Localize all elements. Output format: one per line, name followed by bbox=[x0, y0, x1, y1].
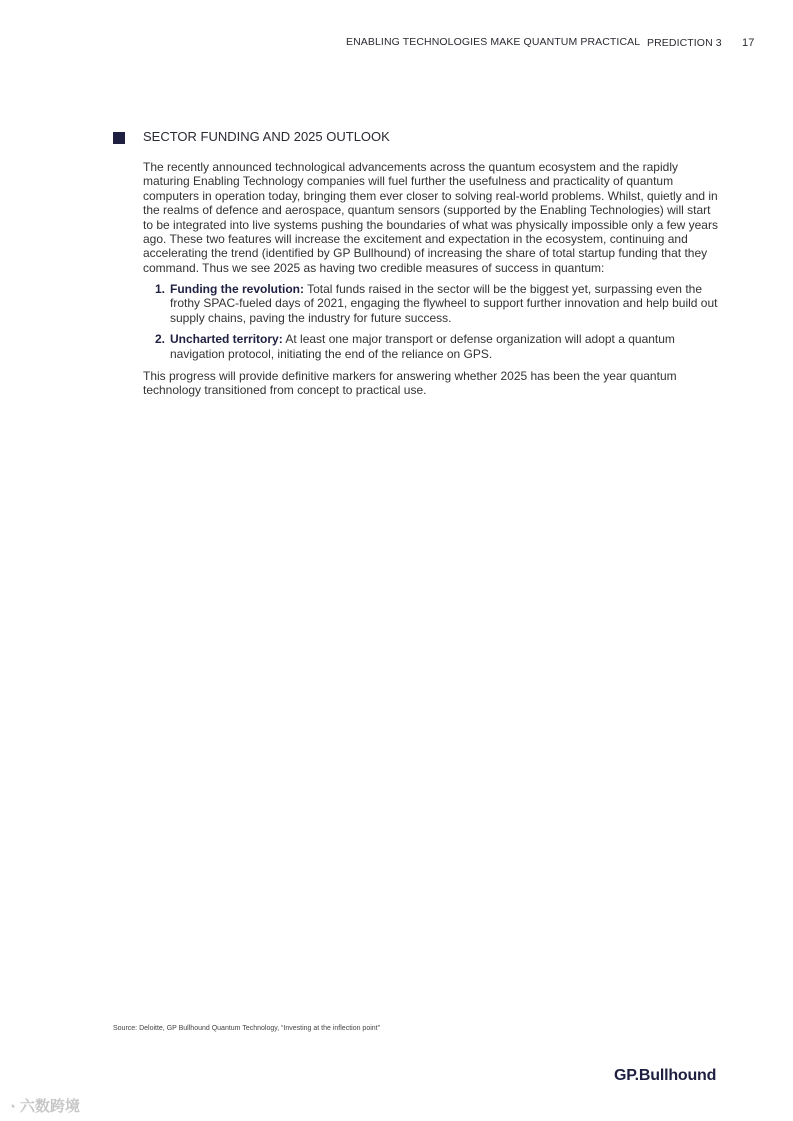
source-footnote: Source: Deloitte, GP Bullhound Quantum Technology, “Investing at the inflection point” bbox=[113, 1025, 380, 1032]
list-item-number: 2. bbox=[155, 332, 166, 347]
list-item-title: Funding the revolution: bbox=[170, 282, 304, 296]
list-item-text: At least one major transport or defense organization will adopt a quantum navigation protocol, initiating the end of the reliance on GPS. bbox=[170, 332, 675, 361]
square-bullet-icon bbox=[113, 132, 125, 144]
page-number: 17 bbox=[742, 37, 755, 49]
list-item bbox=[143, 332, 723, 361]
watermark-text: 六数跨境 bbox=[19, 1098, 80, 1115]
list-item bbox=[143, 282, 723, 325]
header-section-title: ENABLING TECHNOLOGIES MAKE QUANTUM PRACTICAL bbox=[346, 36, 641, 48]
watermark-icon: ◔ bbox=[8, 1099, 16, 1114]
watermark bbox=[8, 1095, 80, 1116]
page-header bbox=[300, 36, 755, 52]
intro-paragraph: The recently announced technological advancements across the quantum ecosystem and the rapidly maturing Enabling Technology companies will fuel further the usefulness and practicality of quantum computers in operation today, bringing them ever closer to solving real-world problems. Whilst, quietly and in the realms of defence and aerospace, quantum sensors (supported by the Enabling Technologies) will start to be integrated into live systems pushing the boundaries of what was physically impossible only a few years ago. These two features will increase the excitement and expectation in the ecosystem, continuing and accelerating the trend (identified by GP Bullhound) of increasing the share of total startup funding that they command. Thus we see 2025 as having two credible measures of success in quantum: bbox=[143, 160, 718, 275]
section-heading-block bbox=[113, 129, 723, 149]
list-item-text: Total funds raised in the sector will be the biggest yet, surpassing even the frothy SPAC-fueled days of 2021, engaging the flywheel to support further innovation and help build out supply chains, paving the industry for future success. bbox=[170, 282, 718, 325]
header-prediction-label: PREDICTION 3 bbox=[647, 37, 722, 49]
company-logo: GP.Bullhound bbox=[614, 1067, 717, 1084]
conclusion-paragraph: This progress will provide definitive markers for answering whether 2025 has been the year quantum technology transitioned from concept to practical use. bbox=[143, 369, 677, 398]
section-heading: SECTOR FUNDING AND 2025 OUTLOOK bbox=[143, 129, 390, 144]
list-item-number: 1. bbox=[155, 282, 166, 296]
numbered-list bbox=[143, 282, 723, 368]
list-item-title: Uncharted territory: bbox=[170, 332, 283, 347]
section-heading-row bbox=[113, 129, 723, 149]
